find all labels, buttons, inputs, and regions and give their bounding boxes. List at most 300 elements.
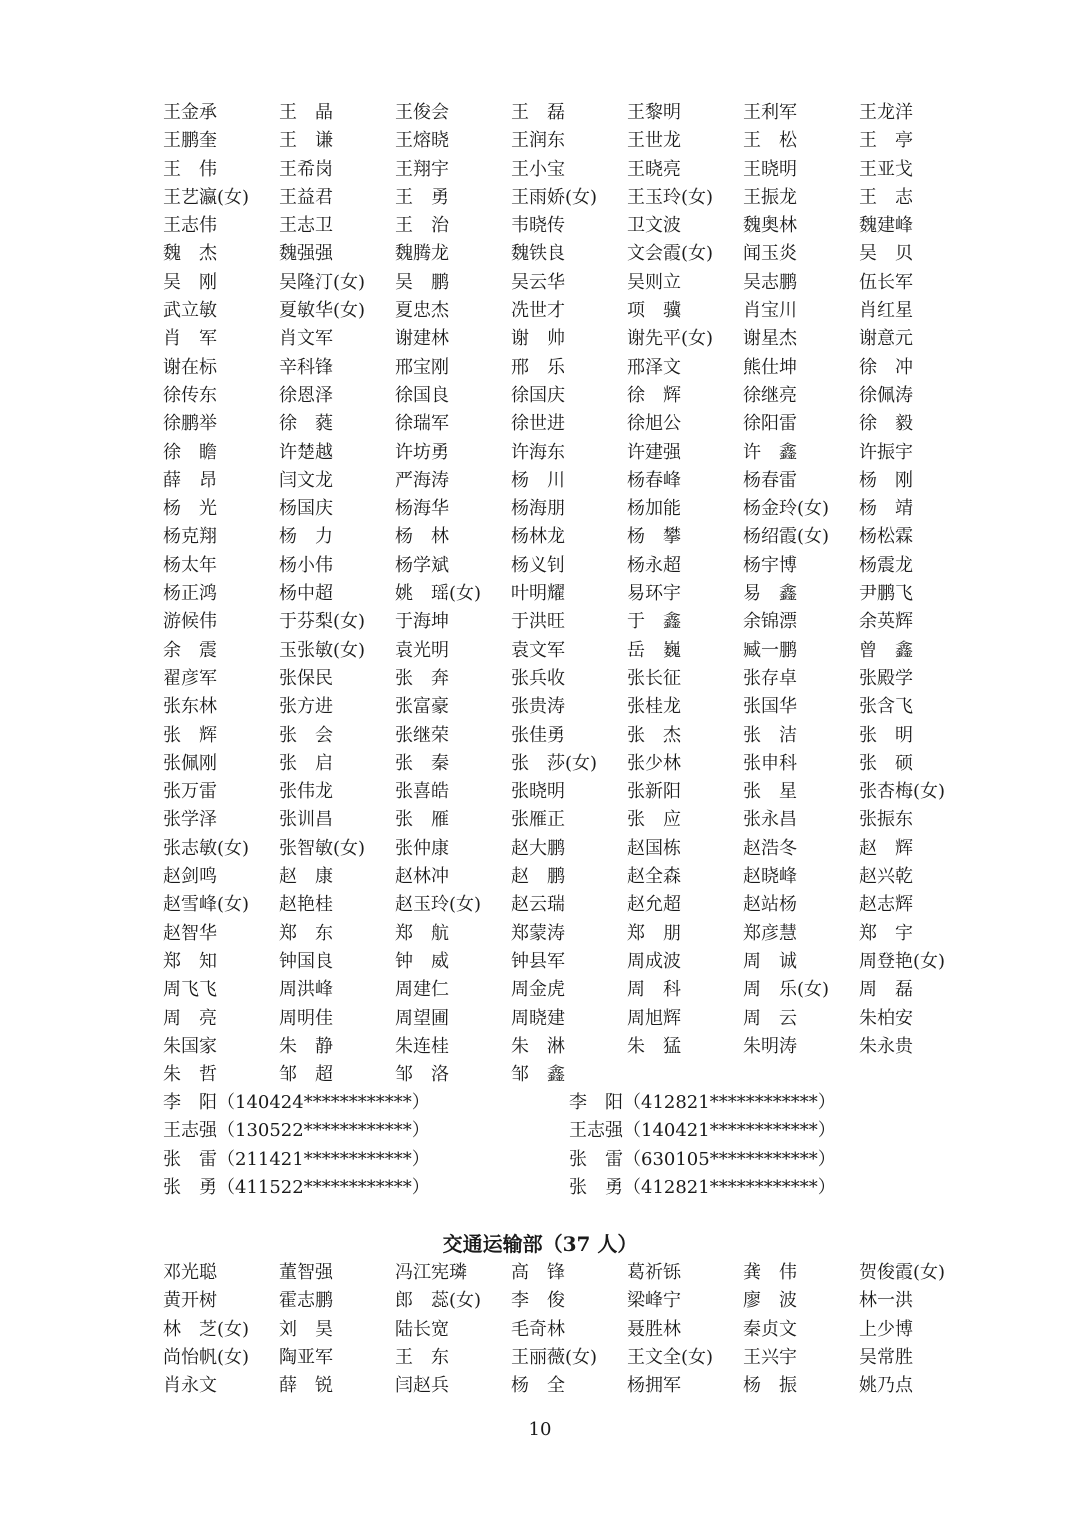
- name-entry: 许楚越: [279, 441, 333, 463]
- name-entry: 张继荣: [395, 724, 449, 746]
- name-entry: 张 明: [859, 724, 913, 746]
- name-entry: 赵浩冬: [743, 837, 797, 859]
- name-entry: 郑 知: [163, 950, 217, 972]
- name-entry: 赵晓峰: [743, 866, 797, 888]
- name-row: [163, 806, 963, 834]
- name-id-entry: 张 雷（630105************）: [569, 1148, 836, 1170]
- name-id-entry: 张 雷（211421************）: [163, 1148, 430, 1170]
- name-entry: 吴志鹏: [743, 271, 797, 293]
- name-entry: 王益君: [279, 186, 333, 208]
- name-entry: 王润东: [511, 130, 565, 152]
- name-entry: 张殿学: [859, 667, 913, 689]
- name-entry: 易 鑫: [743, 583, 797, 605]
- name-row: [163, 1005, 963, 1033]
- name-entry: 薛 昂: [163, 469, 217, 491]
- name-entry: 张东林: [163, 696, 217, 718]
- name-entry: 张学泽: [163, 809, 217, 831]
- name-entry: 杨 光: [163, 498, 217, 520]
- name-row: [163, 240, 963, 268]
- name-row: [163, 665, 963, 693]
- name-entry: 赵 鹏: [511, 866, 565, 888]
- name-entry: 王鹏奎: [163, 130, 217, 152]
- name-entry: 赵国栋: [627, 837, 681, 859]
- name-entry: 朱 猛: [627, 1035, 681, 1057]
- name-entry: 余锦漂: [743, 611, 797, 633]
- name-row: [163, 637, 963, 665]
- name-entry: 邢 乐: [511, 356, 565, 378]
- name-entry: 杨 刚: [859, 469, 913, 491]
- names-list: [163, 99, 963, 1089]
- name-entry: 玉张敏(女): [279, 639, 366, 661]
- name-entry: 赵 康: [279, 866, 333, 888]
- name-entry: 赵兴乾: [859, 866, 913, 888]
- name-entry: 薛 锐: [279, 1375, 333, 1397]
- name-entry: 谢意元: [859, 328, 913, 350]
- name-entry: 王晓明: [743, 158, 797, 180]
- name-row: [163, 948, 963, 976]
- name-entry: 于海坤: [395, 611, 449, 633]
- name-entry: 魏奥林: [743, 215, 797, 237]
- name-row: [163, 835, 963, 863]
- name-entry: 谢建林: [395, 328, 449, 350]
- name-entry: 谢 帅: [511, 328, 565, 350]
- name-entry: 王世龙: [627, 130, 681, 152]
- name-entry: 周 磊: [859, 979, 913, 1001]
- name-entry: 杨正鸿: [163, 583, 217, 605]
- name-entry: 吴 鹏: [395, 271, 449, 293]
- name-entry: 王 谦: [279, 130, 333, 152]
- name-entry: 王丽薇(女): [511, 1346, 598, 1368]
- name-entry: 许振宇: [859, 441, 913, 463]
- name-entry: 谢在标: [163, 356, 217, 378]
- name-row: [163, 269, 963, 297]
- name-id-entry: 张 勇（411522************）: [163, 1176, 430, 1198]
- name-entry: 严海涛: [395, 469, 449, 491]
- name-entry: 肖永文: [163, 1375, 217, 1397]
- name-entry: 赵站杨: [743, 894, 797, 916]
- name-entry: 王 磊: [511, 102, 565, 123]
- name-entry: 刘 昊: [279, 1318, 333, 1340]
- name-entry: 杨海华: [395, 498, 449, 520]
- name-entry: 张 硕: [859, 752, 913, 774]
- name-entry: 赵 辉: [859, 837, 913, 859]
- name-entry: 伍长军: [859, 271, 913, 293]
- name-entry: 赵全森: [627, 866, 681, 888]
- name-entry: 王志伟: [163, 215, 217, 237]
- name-entry: 周明佳: [279, 1007, 333, 1029]
- section-title: 交通运输部（37 人）: [442, 1232, 638, 1256]
- name-entry: 徐 蕤: [279, 413, 333, 435]
- name-row: [163, 156, 963, 184]
- name-entry: 张申科: [743, 752, 797, 774]
- name-row: [163, 920, 963, 948]
- name-row: [163, 778, 963, 806]
- name-entry: 杨林龙: [511, 526, 565, 548]
- name-entry: 姚乃点: [859, 1375, 913, 1397]
- name-entry: 郎 蕊(女): [395, 1290, 482, 1312]
- name-entry: 朱永贵: [859, 1035, 913, 1057]
- name-entry: 袁文军: [511, 639, 565, 661]
- name-entry: 龚 伟: [743, 1262, 797, 1283]
- name-row: [163, 1259, 963, 1287]
- name-entry: 赵雪峰(女): [163, 894, 250, 916]
- section-names-list: [163, 1259, 963, 1400]
- name-entry: 贺俊霞(女): [859, 1262, 946, 1283]
- name-row: [163, 1061, 963, 1089]
- name-row: [163, 523, 963, 551]
- name-entry: 赵大鹏: [511, 837, 565, 859]
- name-entry: 王利军: [743, 102, 797, 123]
- name-row: [163, 1287, 963, 1315]
- name-entry: 张 洁: [743, 724, 797, 746]
- id-row: [163, 1117, 983, 1145]
- name-entry: 臧一鹏: [743, 639, 797, 661]
- name-entry: 王 晶: [279, 102, 333, 123]
- name-entry: 杨 林: [395, 526, 449, 548]
- name-entry: 杨小伟: [279, 554, 333, 576]
- name-entry: 张 秦: [395, 752, 449, 774]
- name-entry: 董智强: [279, 1262, 333, 1283]
- name-entry: 赵林冲: [395, 866, 449, 888]
- name-row: [163, 750, 963, 778]
- id-number-list: [163, 1089, 983, 1202]
- name-entry: 许 鑫: [743, 441, 797, 463]
- name-entry: 翟彦军: [163, 667, 217, 689]
- name-id-entry: 李 阳（412821************）: [569, 1092, 836, 1113]
- name-entry: 邢泽文: [627, 356, 681, 378]
- name-entry: 廖 波: [743, 1290, 797, 1312]
- name-entry: 周 云: [743, 1007, 797, 1029]
- name-entry: 张杏梅(女): [859, 781, 946, 803]
- name-entry: 岳 巍: [627, 639, 681, 661]
- name-entry: 熊仕坤: [743, 356, 797, 378]
- name-entry: 魏腾龙: [395, 243, 449, 265]
- name-entry: 林一洪: [859, 1290, 913, 1312]
- name-entry: 吴云华: [511, 271, 565, 293]
- name-entry: 张佩刚: [163, 752, 217, 774]
- name-entry: 张贵涛: [511, 696, 565, 718]
- name-entry: 许海东: [511, 441, 565, 463]
- name-entry: 杨春雷: [743, 469, 797, 491]
- name-entry: 张万雷: [163, 781, 217, 803]
- name-entry: 谢星杰: [743, 328, 797, 350]
- name-row: [163, 1344, 963, 1372]
- name-entry: 朱连桂: [395, 1035, 449, 1057]
- name-entry: 张喜皓: [395, 781, 449, 803]
- name-entry: 周晓建: [511, 1007, 565, 1029]
- name-entry: 李 俊: [511, 1290, 565, 1312]
- name-entry: 杨拥军: [627, 1375, 681, 1397]
- name-entry: 高 锋: [511, 1262, 565, 1283]
- name-entry: 赵玉玲(女): [395, 894, 482, 916]
- name-entry: 王兴宇: [743, 1346, 797, 1368]
- name-row: [163, 722, 963, 750]
- name-entry: 毛奇林: [511, 1318, 565, 1340]
- name-row: [163, 297, 963, 325]
- name-entry: 于洪旺: [511, 611, 565, 633]
- name-row: [163, 1372, 963, 1400]
- name-row: [163, 1033, 963, 1061]
- name-entry: 王雨娇(女): [511, 186, 598, 208]
- name-entry: 王 松: [743, 130, 797, 152]
- name-entry: 张含飞: [859, 696, 913, 718]
- name-entry: 上少博: [859, 1318, 913, 1340]
- page-number: 10: [528, 1419, 552, 1440]
- name-entry: 张智敏(女): [279, 837, 366, 859]
- name-entry: 张晓明: [511, 781, 565, 803]
- name-entry: 余 震: [163, 639, 217, 661]
- name-entry: 尹鹏飞: [859, 583, 913, 605]
- name-entry: 项 骥: [627, 300, 681, 322]
- name-entry: 徐国庆: [511, 384, 565, 406]
- name-entry: 于 鑫: [627, 611, 681, 633]
- name-entry: 周 诚: [743, 950, 797, 972]
- name-entry: 王晓亮: [627, 158, 681, 180]
- name-entry: 张兵收: [511, 667, 565, 689]
- name-entry: 黄开树: [163, 1290, 217, 1312]
- name-entry: 辛科锋: [279, 356, 333, 378]
- name-entry: 张存卓: [743, 667, 797, 689]
- name-row: [163, 354, 963, 382]
- name-entry: 张振东: [859, 809, 913, 831]
- name-entry: 杨海朋: [511, 498, 565, 520]
- name-row: [163, 212, 963, 240]
- name-entry: 杨松霖: [859, 526, 913, 548]
- name-entry: 肖红星: [859, 300, 913, 322]
- name-entry: 杨震龙: [859, 554, 913, 576]
- name-entry: 吴则立: [627, 271, 681, 293]
- name-entry: 郑彦慧: [743, 922, 797, 944]
- name-entry: 叶明耀: [511, 583, 565, 605]
- name-entry: 郑 朋: [627, 922, 681, 944]
- name-entry: 曾 鑫: [859, 639, 913, 661]
- name-entry: 朱 哲: [163, 1064, 217, 1086]
- name-entry: 武立敏: [163, 300, 217, 322]
- name-entry: 赵艳桂: [279, 894, 333, 916]
- name-entry: 王 治: [395, 215, 449, 237]
- name-entry: 杨 振: [743, 1375, 797, 1397]
- name-entry: 朱明涛: [743, 1035, 797, 1057]
- name-entry: 闫赵兵: [395, 1375, 449, 1397]
- name-entry: 张新阳: [627, 781, 681, 803]
- name-entry: 朱 淋: [511, 1035, 565, 1057]
- name-entry: 周洪峰: [279, 979, 333, 1001]
- name-entry: 冯江宪璘: [395, 1262, 467, 1283]
- name-entry: 张伟龙: [279, 781, 333, 803]
- name-entry: 周成波: [627, 950, 681, 972]
- name-entry: 徐 辉: [627, 384, 681, 406]
- name-entry: 杨金玲(女): [743, 498, 830, 520]
- name-entry: 周金虎: [511, 979, 565, 1001]
- name-id-entry: 李 阳（140424************）: [163, 1092, 430, 1113]
- name-entry: 魏强强: [279, 243, 333, 265]
- name-entry: 赵允超: [627, 894, 681, 916]
- name-entry: 袁光明: [395, 639, 449, 661]
- name-entry: 王希岗: [279, 158, 333, 180]
- name-entry: 尚怡帆(女): [163, 1346, 250, 1368]
- name-entry: 张桂龙: [627, 696, 681, 718]
- name-entry: 徐国良: [395, 384, 449, 406]
- name-entry: 周飞飞: [163, 979, 217, 1001]
- name-entry: 郑 宇: [859, 922, 913, 944]
- name-entry: 徐佩涛: [859, 384, 913, 406]
- name-entry: 杨绍霞(女): [743, 526, 830, 548]
- name-entry: 王 志: [859, 186, 913, 208]
- name-row: [163, 693, 963, 721]
- name-entry: 王志卫: [279, 215, 333, 237]
- id-row: [163, 1146, 983, 1174]
- name-entry: 易环宇: [627, 583, 681, 605]
- name-entry: 钟 威: [395, 950, 449, 972]
- name-entry: 邓光聪: [163, 1262, 217, 1283]
- name-entry: 赵志辉: [859, 894, 913, 916]
- name-entry: 王 东: [395, 1346, 449, 1368]
- name-entry: 张 辉: [163, 724, 217, 746]
- name-entry: 徐鹏举: [163, 413, 217, 435]
- name-entry: 杨宇博: [743, 554, 797, 576]
- name-entry: 杨 力: [279, 526, 333, 548]
- name-entry: 张 星: [743, 781, 797, 803]
- name-entry: 张 莎(女): [511, 752, 598, 774]
- name-entry: 朱国家: [163, 1035, 217, 1057]
- name-entry: 徐 瞻: [163, 441, 217, 463]
- name-entry: 王翔宇: [395, 158, 449, 180]
- name-entry: 杨 全: [511, 1375, 565, 1397]
- name-entry: 杨加能: [627, 498, 681, 520]
- name-entry: 杨学斌: [395, 554, 449, 576]
- name-entry: 钟县军: [511, 950, 565, 972]
- name-id-entry: 王志强（130522************）: [163, 1120, 430, 1142]
- name-entry: 张永昌: [743, 809, 797, 831]
- name-entry: 张少林: [627, 752, 681, 774]
- name-entry: 周 科: [627, 979, 681, 1001]
- name-entry: 郑蒙涛: [511, 922, 565, 944]
- name-entry: 张 会: [279, 724, 333, 746]
- name-entry: 张长征: [627, 667, 681, 689]
- name-row: [163, 976, 963, 1004]
- name-entry: 杨春峰: [627, 469, 681, 491]
- name-row: [163, 1316, 963, 1344]
- name-entry: 王俊会: [395, 102, 449, 123]
- name-id-entry: 王志强（140421************）: [569, 1120, 836, 1142]
- name-entry: 周望圃: [395, 1007, 449, 1029]
- name-entry: 杨 靖: [859, 498, 913, 520]
- name-entry: 吴 刚: [163, 271, 217, 293]
- name-entry: 肖文军: [279, 328, 333, 350]
- name-entry: 谢先平(女): [627, 328, 714, 350]
- name-entry: 邢宝刚: [395, 356, 449, 378]
- name-entry: 周 亮: [163, 1007, 217, 1029]
- name-entry: 卫文波: [627, 215, 681, 237]
- name-entry: 林 芝(女): [163, 1318, 250, 1340]
- name-entry: 陶亚军: [279, 1346, 333, 1368]
- name-entry: 徐 冲: [859, 356, 913, 378]
- name-entry: 王玉玲(女): [627, 186, 714, 208]
- name-entry: 徐继亮: [743, 384, 797, 406]
- name-entry: 杨太年: [163, 554, 217, 576]
- name-entry: 肖 军: [163, 328, 217, 350]
- name-entry: 朱柏安: [859, 1007, 913, 1029]
- name-entry: 朱 静: [279, 1035, 333, 1057]
- name-entry: 郑 航: [395, 922, 449, 944]
- name-entry: 文会霞(女): [627, 243, 714, 265]
- name-entry: 徐瑞军: [395, 413, 449, 435]
- name-entry: 韦晓传: [511, 215, 565, 237]
- name-entry: 王振龙: [743, 186, 797, 208]
- name-entry: 王 亭: [859, 130, 913, 152]
- name-entry: 王文全(女): [627, 1346, 714, 1368]
- name-entry: 张佳勇: [511, 724, 565, 746]
- name-entry: 徐传东: [163, 384, 217, 406]
- name-entry: 闫文龙: [279, 469, 333, 491]
- name-entry: 邹 鑫: [511, 1064, 565, 1086]
- name-entry: 王 伟: [163, 158, 217, 180]
- name-entry: 张国华: [743, 696, 797, 718]
- name-entry: 张 启: [279, 752, 333, 774]
- name-entry: 王亚戈: [859, 158, 913, 180]
- name-entry: 于芬梨(女): [279, 611, 366, 633]
- name-entry: 魏铁良: [511, 243, 565, 265]
- name-entry: 王 勇: [395, 186, 449, 208]
- name-entry: 邹 洛: [395, 1064, 449, 1086]
- name-entry: 郑 东: [279, 922, 333, 944]
- name-entry: 赵剑鸣: [163, 866, 217, 888]
- name-entry: 张 杰: [627, 724, 681, 746]
- name-entry: 徐恩泽: [279, 384, 333, 406]
- name-entry: 张保民: [279, 667, 333, 689]
- name-entry: 张 应: [627, 809, 681, 831]
- name-entry: 陆长宽: [395, 1318, 449, 1340]
- name-entry: 魏 杰: [163, 243, 217, 265]
- name-entry: 徐世进: [511, 413, 565, 435]
- name-entry: 张 雁: [395, 809, 449, 831]
- name-entry: 张志敏(女): [163, 837, 250, 859]
- name-entry: 周 乐(女): [743, 979, 830, 1001]
- name-entry: 杨国庆: [279, 498, 333, 520]
- name-entry: 吴常胜: [859, 1346, 913, 1368]
- name-entry: 秦贞文: [743, 1318, 797, 1340]
- id-row: [163, 1089, 983, 1117]
- name-entry: 杨永超: [627, 554, 681, 576]
- name-entry: 魏建峰: [859, 215, 913, 237]
- name-entry: 梁峰宁: [627, 1290, 681, 1312]
- name-entry: 葛祈铄: [627, 1262, 681, 1283]
- name-entry: 夏忠杰: [395, 300, 449, 322]
- name-entry: 许建强: [627, 441, 681, 463]
- name-row: [163, 410, 963, 438]
- name-entry: 徐阳雷: [743, 413, 797, 435]
- name-entry: 王金承: [163, 102, 217, 123]
- id-row: [163, 1174, 983, 1202]
- name-row: [163, 325, 963, 353]
- name-entry: 王黎明: [627, 102, 681, 123]
- name-row: [163, 382, 963, 410]
- name-row: [163, 467, 963, 495]
- name-entry: 聂胜林: [627, 1318, 681, 1340]
- name-row: [163, 127, 963, 155]
- name-entry: 游候伟: [163, 611, 217, 633]
- name-entry: 赵云瑞: [511, 894, 565, 916]
- name-entry: 周旭辉: [627, 1007, 681, 1029]
- name-entry: 姚 瑶(女): [395, 583, 482, 605]
- name-row: [163, 184, 963, 212]
- name-row: [163, 495, 963, 523]
- name-entry: 杨 攀: [627, 526, 681, 548]
- name-entry: 张雁正: [511, 809, 565, 831]
- name-entry: 徐旭公: [627, 413, 681, 435]
- name-entry: 周建仁: [395, 979, 449, 1001]
- name-entry: 张方进: [279, 696, 333, 718]
